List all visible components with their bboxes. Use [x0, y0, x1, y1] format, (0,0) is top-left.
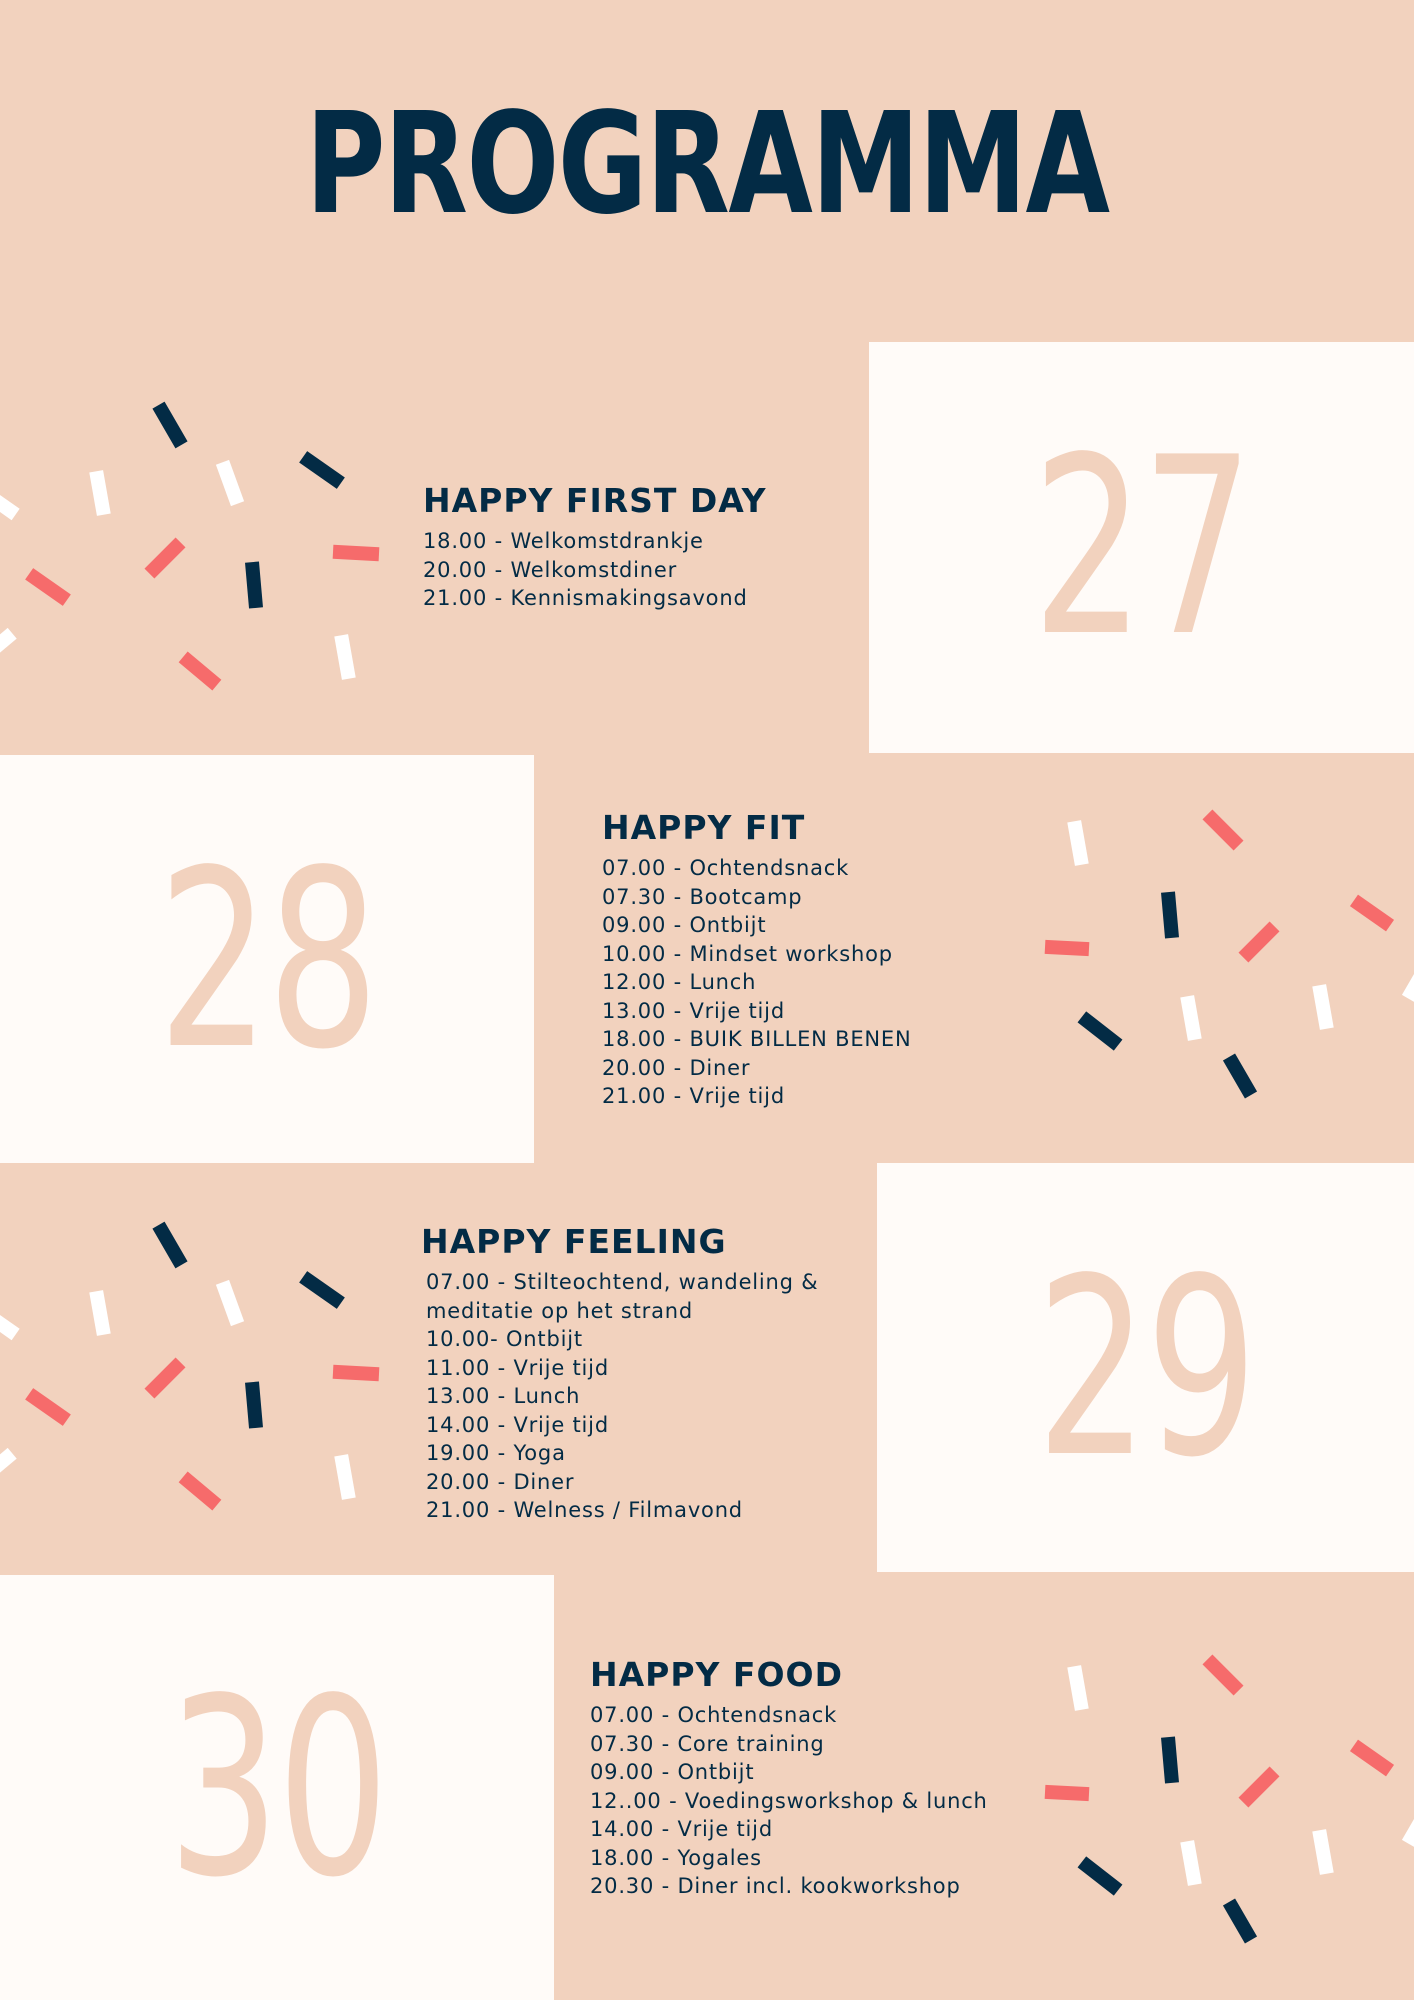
list-item: 14.00 - Vrije tijd [426, 1412, 609, 1437]
list-item: 18.00 - BUIK BILLEN BENEN [602, 1027, 912, 1051]
confetti-piece [1402, 1819, 1414, 1847]
confetti-piece [1402, 974, 1414, 1002]
list-item: 21.00 - Vrije tijd [602, 1084, 785, 1108]
confetti-piece [1202, 809, 1243, 850]
day-28-number: 28 [157, 818, 377, 1103]
list-item: 11.00 - Vrije tijd [426, 1355, 609, 1380]
list-item: 20.30 - Diner incl. kookworkshop [590, 1874, 961, 1898]
list-item: 07.30 - Bootcamp [602, 884, 803, 909]
confetti-piece [1161, 891, 1179, 938]
list-item: 18.00 - Welkomstdrankje [423, 529, 704, 553]
confetti-piece [333, 545, 380, 561]
confetti-piece [245, 1381, 263, 1428]
confetti-piece [1223, 1898, 1257, 1943]
list-item: 19.00 - Yoga [426, 1441, 566, 1465]
list-item: 20.00 - Welkomstdiner [423, 557, 678, 582]
confetti-piece [333, 1365, 380, 1381]
confetti-piece [334, 634, 355, 680]
confetti-piece [216, 1280, 244, 1326]
confetti-piece [89, 470, 110, 516]
confetti-piece [1312, 1829, 1333, 1875]
day-28-list [602, 854, 911, 1111]
confetti-piece [152, 1222, 187, 1269]
day-28-schedule [602, 808, 911, 1111]
day-27-schedule [423, 481, 767, 613]
day-30-number: 30 [167, 1646, 387, 1931]
confetti-piece [152, 402, 187, 449]
page-title: PROGRAMMA [305, 83, 1109, 246]
confetti-decoration-right-4 [1030, 1645, 1414, 1975]
confetti-piece [179, 651, 222, 690]
confetti-piece [1078, 1011, 1123, 1050]
confetti-decoration-right-2 [1030, 800, 1414, 1120]
confetti-decoration-left-3 [0, 1215, 400, 1515]
list-item: 12.00 - Lunch [602, 970, 757, 994]
confetti-piece [216, 460, 244, 506]
confetti-piece [0, 1314, 20, 1340]
confetti-piece [1078, 1856, 1123, 1895]
confetti-piece [334, 1454, 355, 1500]
confetti-piece [0, 494, 20, 520]
confetti-piece [0, 628, 17, 654]
list-item: 09.00 - Ontbijt [590, 1760, 755, 1784]
confetti-piece [144, 537, 185, 578]
day-27-heading: HAPPY FIRST DAY [423, 481, 767, 520]
confetti-piece [0, 1448, 17, 1474]
confetti-piece [179, 1471, 222, 1510]
confetti-piece [245, 561, 263, 608]
confetti-piece [1202, 1654, 1243, 1695]
list-item: 21.00 - Kennismakingsavond [423, 586, 748, 610]
confetti-piece [1045, 940, 1090, 956]
list-item: 09.00 - Ontbijt [602, 913, 767, 937]
list-item: 21.00 - Welness / Filmavond [426, 1498, 743, 1522]
day-30-list [590, 1701, 988, 1901]
confetti-piece [25, 1388, 71, 1426]
day-28-heading: HAPPY FIT [602, 808, 806, 847]
list-item: 12..00 - Voedingsworkshop & lunch [590, 1788, 988, 1813]
day-27-number: 27 [1032, 405, 1251, 690]
confetti-piece [1350, 1740, 1394, 1777]
confetti-piece [1312, 984, 1333, 1030]
confetti-piece [1045, 1785, 1090, 1801]
day-29-schedule [421, 1222, 818, 1525]
confetti-piece [299, 451, 345, 489]
confetti-piece [1223, 1053, 1257, 1098]
confetti-piece [1180, 1840, 1201, 1886]
list-item: meditatie op het strand [426, 1298, 694, 1323]
day-29-number: 29 [1036, 1226, 1255, 1511]
confetti-piece [1238, 1766, 1279, 1807]
day-27-list [423, 527, 767, 613]
list-item: 07.00 - Ochtendsnack [590, 1703, 838, 1727]
list-item: 07.30 - Core training [590, 1731, 825, 1756]
list-item: 20.00 - Diner [602, 1055, 751, 1080]
confetti-piece [1067, 1665, 1088, 1711]
confetti-piece [1161, 1736, 1179, 1783]
confetti-piece [1350, 895, 1394, 932]
day-30-schedule [590, 1655, 988, 1901]
list-item: 13.00 - Lunch [426, 1384, 581, 1408]
list-item: 10.00 - Mindset workshop [602, 941, 893, 966]
confetti-piece [144, 1357, 185, 1398]
day-29-list [426, 1268, 818, 1525]
confetti-piece [89, 1290, 110, 1336]
day-29-heading: HAPPY FEELING [421, 1222, 727, 1261]
list-item: 10.00- Ontbijt [426, 1327, 583, 1351]
confetti-piece [299, 1271, 345, 1309]
list-item: 13.00 - Vrije tijd [602, 998, 785, 1023]
list-item: 07.00 - Stilteochtend, wandeling & [426, 1270, 819, 1294]
list-item: 07.00 - Ochtendsnack [602, 856, 850, 880]
confetti-piece [1238, 921, 1279, 962]
day-30-heading: HAPPY FOOD [590, 1655, 843, 1694]
list-item: 18.00 - Yogales [590, 1845, 762, 1870]
confetti-decoration-left-1 [0, 395, 400, 695]
confetti-piece [1067, 820, 1088, 866]
confetti-piece [25, 568, 71, 606]
list-item: 14.00 - Vrije tijd [590, 1817, 773, 1841]
confetti-piece [1180, 995, 1201, 1041]
list-item: 20.00 - Diner [426, 1469, 575, 1494]
